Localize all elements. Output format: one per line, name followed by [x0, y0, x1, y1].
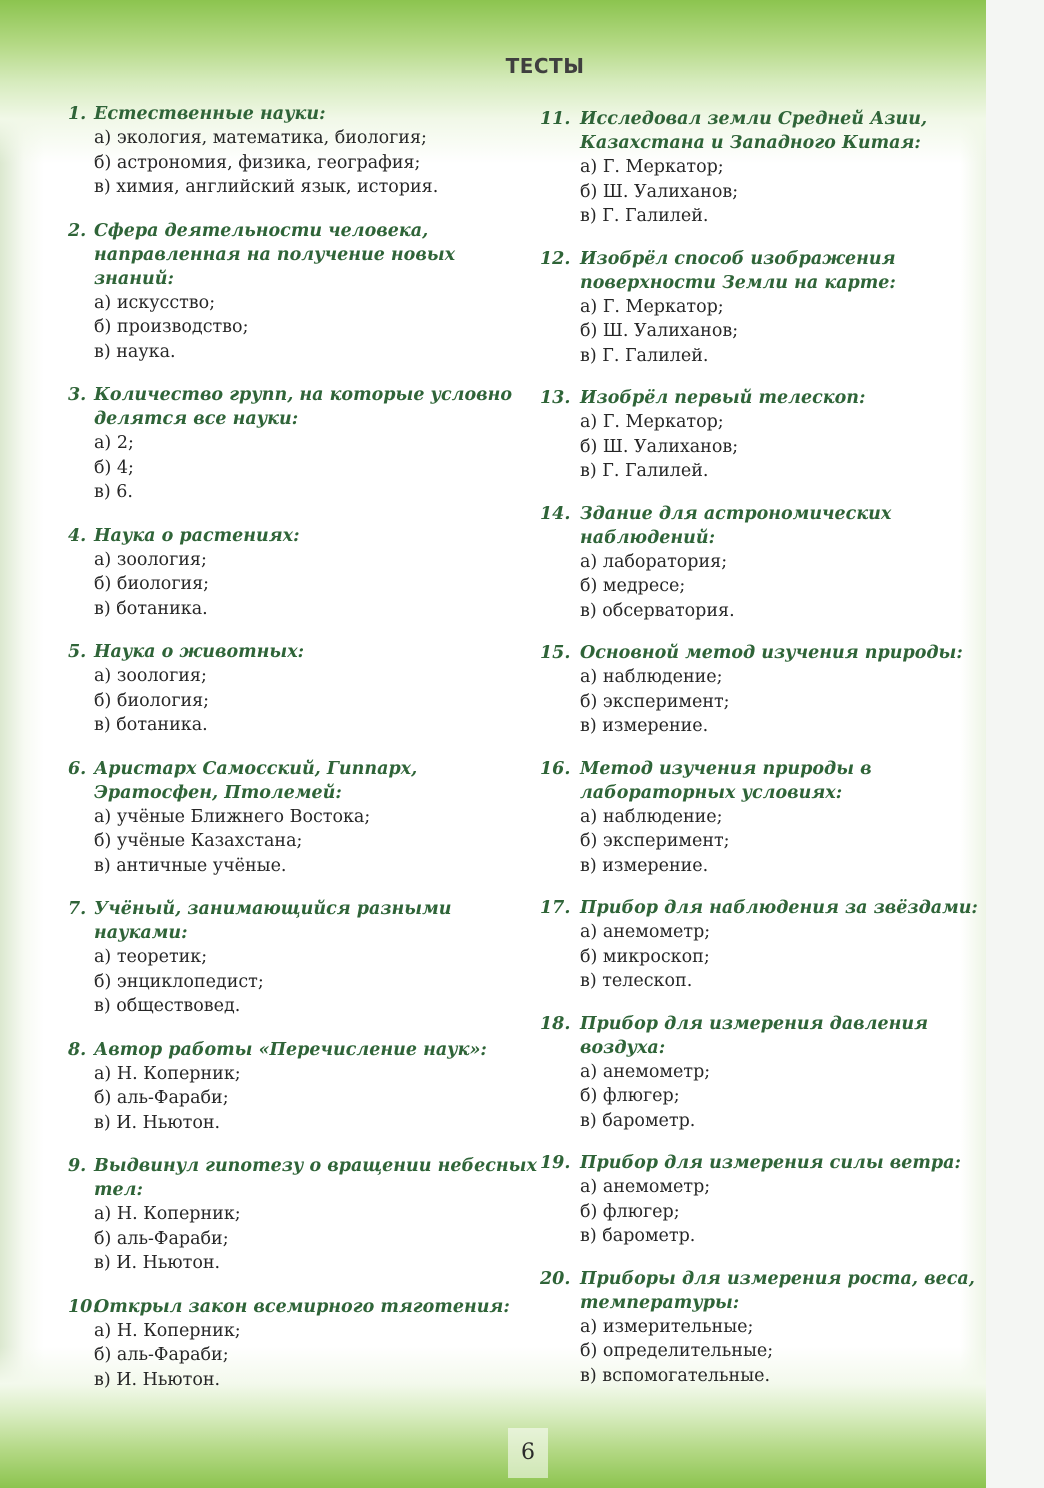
- question-6: [68, 757, 538, 879]
- answer-option: б) 4;: [94, 457, 134, 478]
- page-title: ТЕСТЫ: [505, 54, 585, 78]
- answer-option: б) производство;: [94, 317, 249, 337]
- question-text: Здание для астрономических наблюдений:: [580, 503, 892, 548]
- question-heading: [68, 1038, 538, 1062]
- answer-option: в) И. Ньютон.: [94, 1253, 221, 1273]
- answer-option: а) лаборатория;: [580, 551, 728, 572]
- answer-option: в) обсерватория.: [580, 600, 735, 621]
- question-19: [540, 1151, 985, 1249]
- answer-option: а) искусство;: [94, 292, 216, 313]
- answer-option: а) анемометр;: [580, 1177, 711, 1197]
- answer-option: б) медресе;: [580, 576, 686, 596]
- question-number: 10.: [68, 1296, 99, 1317]
- question-16: [540, 757, 985, 879]
- question-heading: [540, 1012, 985, 1060]
- answer-option: а) учёные Ближнего Востока;: [94, 806, 371, 827]
- question-heading: [68, 757, 538, 805]
- question-number: 2.: [68, 220, 87, 241]
- question-text: Изобрёл способ изображения поверхности Земли на карте:: [580, 248, 896, 293]
- right-column: [540, 107, 985, 1406]
- answer-option: а) Г. Меркатор;: [580, 296, 724, 317]
- answer-option: б) Ш. Уалиханов;: [580, 436, 739, 457]
- question-number: 6.: [68, 758, 87, 779]
- question-heading: [540, 757, 985, 805]
- question-heading: [540, 1151, 985, 1175]
- answer-option: б) учёные Казахстана;: [94, 831, 303, 851]
- question-15: [540, 641, 985, 739]
- question-heading: [68, 219, 538, 291]
- question-number: 12.: [540, 248, 571, 269]
- answer-option: б) флюгер;: [580, 1201, 680, 1222]
- question-number: 8.: [68, 1039, 87, 1060]
- answer-option: б) аль-Фараби;: [94, 1228, 229, 1249]
- answer-option: а) зоология;: [94, 549, 207, 570]
- answer-option: б) аль-Фараби;: [94, 1088, 229, 1108]
- answer-option: в) античные учёные.: [94, 855, 287, 876]
- question-text: Открыл закон всемирного тяготения:: [94, 1296, 510, 1317]
- question-heading: [68, 524, 538, 548]
- answer-option: в) Г. Галилей.: [580, 461, 709, 481]
- question-heading: [540, 896, 985, 920]
- question-number: 18.: [540, 1013, 571, 1034]
- answer-option: б) эксперимент;: [580, 831, 730, 851]
- question-13: [540, 386, 985, 484]
- question-heading: [540, 107, 985, 155]
- answer-option: а) экология, математика, биология;: [94, 128, 427, 148]
- question-text: Аристарх Самосский, Гиппарх, Эратосфен, Птолемей:: [94, 758, 418, 803]
- answer-option: б) биология;: [94, 690, 210, 711]
- answer-option: в) барометр.: [580, 1226, 696, 1246]
- question-number: 14.: [540, 503, 571, 524]
- question-18: [540, 1012, 985, 1134]
- answer-option: б) аль-Фараби;: [94, 1345, 229, 1365]
- answer-option: в) измерение.: [580, 855, 709, 876]
- answer-option: а) 2;: [94, 433, 134, 453]
- question-3: [68, 383, 538, 505]
- answer-option: а) Г. Меркатор;: [580, 157, 724, 177]
- answer-option: б) биология;: [94, 574, 210, 594]
- answer-option: б) астрономия, физика, география;: [94, 152, 421, 173]
- question-12: [540, 247, 985, 369]
- question-number: 20.: [540, 1268, 571, 1289]
- question-heading: [68, 102, 538, 126]
- left-column: [68, 102, 538, 1411]
- question-text: Исследовал земли Средней Азии, Казахстана и Западного Китая:: [580, 109, 928, 153]
- answer-option: б) Ш. Уалиханов;: [580, 321, 739, 341]
- page-number: 6: [508, 1428, 548, 1478]
- question-8: [68, 1038, 538, 1136]
- page-edge-background: [986, 0, 1044, 1488]
- question-number: 11.: [540, 109, 571, 129]
- question-heading: [68, 897, 538, 945]
- answer-option: в) Г. Галилей.: [580, 206, 709, 226]
- answer-option: б) флюгер;: [580, 1086, 680, 1106]
- question-text: Приборы для измерения роста, веса, температуры:: [580, 1268, 975, 1313]
- answer-option: в) наука.: [94, 341, 176, 362]
- answer-option: в) Г. Галилей.: [580, 345, 709, 366]
- answer-option: а) Н. Коперник;: [94, 1063, 241, 1084]
- answer-option: а) зоология;: [94, 666, 207, 686]
- answer-option: в) И. Ньютон.: [94, 1369, 221, 1390]
- question-number: 15.: [540, 643, 571, 663]
- answer-option: б) эксперимент;: [580, 691, 730, 712]
- answer-option: в) ботаника.: [94, 715, 208, 735]
- question-text: Количество групп, на которые условно делятся все науки:: [94, 385, 513, 429]
- answer-option: в) химия, английский язык, история.: [94, 177, 439, 197]
- question-text: Естественные науки:: [94, 104, 326, 124]
- question-heading: [68, 1154, 538, 1202]
- question-2: [68, 219, 538, 365]
- question-heading: [68, 1295, 538, 1319]
- answer-option: а) Н. Коперник;: [94, 1320, 241, 1341]
- question-text: Метод изучения природы в лабораторных условиях:: [580, 758, 872, 803]
- answer-option: б) энциклопедист;: [94, 971, 264, 992]
- answer-option: в) телескоп.: [580, 971, 693, 991]
- question-20: [540, 1267, 985, 1389]
- question-number: 4.: [68, 525, 87, 546]
- question-text: Учёный, занимающийся разными науками:: [94, 899, 452, 943]
- answer-option: в) измерение.: [580, 716, 709, 736]
- question-text: Основной метод изучения природы:: [580, 643, 963, 663]
- answer-option: а) теоретик;: [94, 947, 208, 967]
- question-number: 17.: [540, 898, 571, 918]
- answer-option: б) определительные;: [580, 1341, 774, 1361]
- question-5: [68, 640, 538, 738]
- question-text: Прибор для измерения силы ветра:: [580, 1153, 961, 1173]
- answer-option: а) анемометр;: [580, 1061, 711, 1082]
- question-1: [68, 102, 538, 200]
- question-heading: [540, 1267, 985, 1315]
- answer-option: а) Г. Меркатор;: [580, 412, 724, 432]
- question-number: 5.: [68, 642, 87, 662]
- question-heading: [540, 502, 985, 550]
- answer-option: в) И. Ньютон.: [94, 1112, 221, 1133]
- question-10: [68, 1295, 538, 1393]
- question-text: Наука о животных:: [94, 642, 305, 662]
- question-text: Прибор для наблюдения за звёздами:: [580, 898, 978, 918]
- question-11: [540, 107, 985, 229]
- answer-option: а) наблюдение;: [580, 667, 723, 687]
- question-heading: [68, 383, 538, 431]
- question-number: 16.: [540, 758, 571, 779]
- answer-option: в) вспомогательные.: [580, 1365, 771, 1386]
- answer-option: б) микроскоп;: [580, 946, 710, 967]
- question-text: Наука о растениях:: [94, 525, 300, 546]
- answer-option: а) Н. Коперник;: [94, 1204, 241, 1224]
- answer-option: б) Ш. Уалиханов;: [580, 181, 739, 202]
- question-heading: [68, 640, 538, 664]
- question-number: 3.: [68, 385, 87, 405]
- question-17: [540, 896, 985, 994]
- answer-option: а) наблюдение;: [580, 806, 723, 827]
- question-number: 19.: [540, 1153, 571, 1173]
- question-7: [68, 897, 538, 1019]
- question-text: Сфера деятельности человека, направленная на получение новых знаний:: [94, 220, 456, 289]
- answer-option: в) 6.: [94, 482, 133, 502]
- question-number: 13.: [540, 388, 571, 408]
- question-text: Изобрёл первый телескоп:: [580, 388, 866, 408]
- answer-option: в) барометр.: [580, 1110, 696, 1131]
- question-heading: [540, 247, 985, 295]
- question-number: 7.: [68, 899, 87, 919]
- question-text: Выдвинул гипотезу о вращении небесных тел:: [94, 1156, 537, 1200]
- question-number: 9.: [68, 1156, 87, 1176]
- question-14: [540, 502, 985, 624]
- question-heading: [540, 386, 985, 410]
- question-heading: [540, 641, 985, 665]
- question-text: Прибор для измерения давления воздуха:: [580, 1013, 929, 1058]
- question-9: [68, 1154, 538, 1276]
- answer-option: а) измерительные;: [580, 1316, 754, 1337]
- question-number: 1.: [68, 104, 87, 124]
- question-text: Автор работы «Перечисление наук»:: [94, 1039, 487, 1060]
- question-4: [68, 524, 538, 622]
- answer-option: а) анемометр;: [580, 922, 711, 942]
- answer-option: в) ботаника.: [94, 598, 208, 619]
- answer-option: в) обществовед.: [94, 996, 241, 1016]
